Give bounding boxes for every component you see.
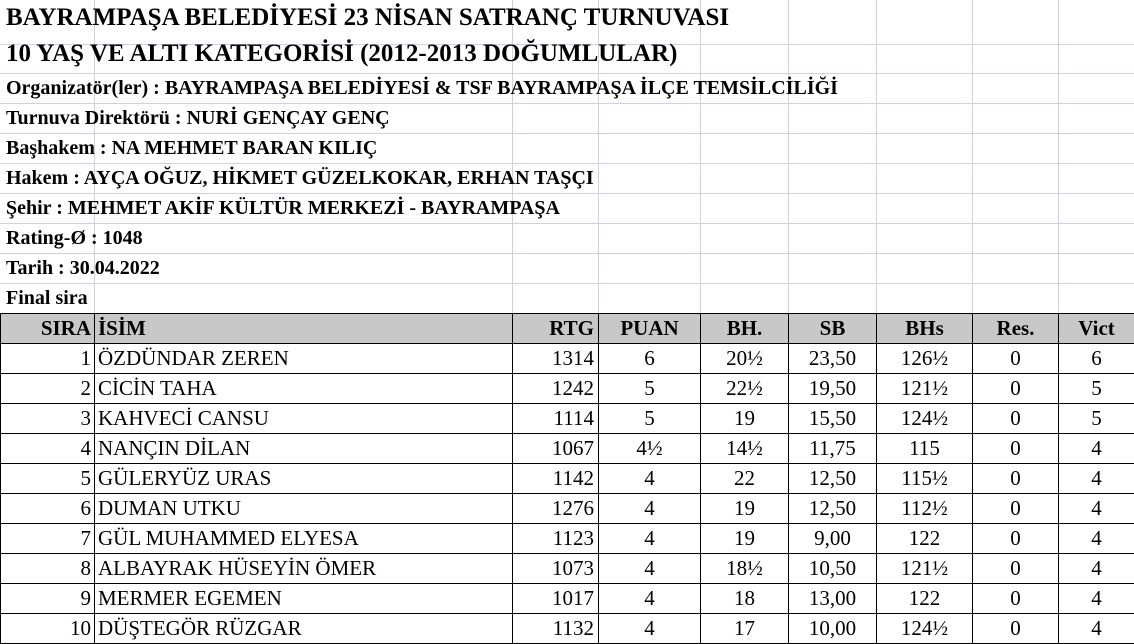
- cell-sonneborn-berger[interactable]: 10,50: [789, 554, 877, 584]
- cell-sonneborn-berger[interactable]: 15,50: [789, 404, 877, 434]
- column-header-rating[interactable]: RTG: [513, 314, 599, 344]
- cell-result[interactable]: 0: [973, 554, 1059, 584]
- final-standings-label: Final sira: [6, 287, 88, 309]
- cell-victories[interactable]: 4: [1059, 464, 1134, 494]
- cell-name[interactable]: DUMAN UTKU: [95, 494, 513, 524]
- cell-rating[interactable]: 1067: [513, 434, 599, 464]
- cell-victories[interactable]: 5: [1059, 374, 1134, 404]
- cell-rating[interactable]: 1242: [513, 374, 599, 404]
- cell-name[interactable]: NANÇIN DİLAN: [95, 434, 513, 464]
- column-header-sonneborn-berger[interactable]: SB: [789, 314, 877, 344]
- cell-rating[interactable]: 1017: [513, 584, 599, 614]
- table-row[interactable]: [1, 344, 1134, 374]
- cell-rating[interactable]: 1123: [513, 524, 599, 554]
- cell-rating[interactable]: 1142: [513, 464, 599, 494]
- cell-result[interactable]: 0: [973, 344, 1059, 374]
- cell-bhs[interactable]: 121½: [877, 374, 973, 404]
- cell-sonneborn-berger[interactable]: 23,50: [789, 344, 877, 374]
- column-header-victories[interactable]: Vict: [1059, 314, 1134, 344]
- cell-result[interactable]: 0: [973, 434, 1059, 464]
- cell-buchholz[interactable]: 18: [701, 584, 789, 614]
- table-row[interactable]: [1, 464, 1134, 494]
- table-row[interactable]: [1, 374, 1134, 404]
- cell-bhs[interactable]: 121½: [877, 554, 973, 584]
- cell-bhs[interactable]: 115: [877, 434, 973, 464]
- cell-rating[interactable]: 1073: [513, 554, 599, 584]
- cell-victories[interactable]: 4: [1059, 434, 1134, 464]
- cell-victories[interactable]: 4: [1059, 614, 1134, 644]
- cell-buchholz[interactable]: 17: [701, 614, 789, 644]
- grid-line: [700, 0, 701, 314]
- cell-bhs[interactable]: 112½: [877, 494, 973, 524]
- cell-result[interactable]: 0: [973, 374, 1059, 404]
- cell-name[interactable]: ÖZDÜNDAR ZEREN: [95, 344, 513, 374]
- column-header-points[interactable]: PUAN: [599, 314, 701, 344]
- cell-points[interactable]: 5: [599, 374, 701, 404]
- cell-bhs[interactable]: 115½: [877, 464, 973, 494]
- director-line: Turnuva Direktörü : NURİ GENÇAY GENÇ: [6, 107, 390, 129]
- cell-victories[interactable]: 4: [1059, 554, 1134, 584]
- grid-line: [0, 223, 1134, 224]
- cell-rating[interactable]: 1314: [513, 344, 599, 374]
- cell-name[interactable]: GÜL MUHAMMED ELYESA: [95, 524, 513, 554]
- cell-rank[interactable]: 5: [1, 464, 95, 494]
- cell-sonneborn-berger[interactable]: 10,00: [789, 614, 877, 644]
- cell-result[interactable]: 0: [973, 614, 1059, 644]
- column-header-rank[interactable]: SIRA: [1, 314, 95, 344]
- cell-points[interactable]: 5: [599, 404, 701, 434]
- rating-average-line: Rating-Ø : 1048: [6, 227, 143, 249]
- grid-line: [788, 0, 789, 314]
- cell-rank[interactable]: 6: [1, 494, 95, 524]
- cell-buchholz[interactable]: 19: [701, 524, 789, 554]
- table-row[interactable]: [1, 524, 1134, 554]
- cell-name[interactable]: DÜŞTEGÖR RÜZGAR: [95, 614, 513, 644]
- cell-points[interactable]: 4: [599, 464, 701, 494]
- chief-arbiter-line: Başhakem : NA MEHMET BARAN KILIÇ: [6, 137, 378, 159]
- cell-rank[interactable]: 3: [1, 404, 95, 434]
- cell-buchholz[interactable]: 22½: [701, 374, 789, 404]
- table-row[interactable]: [1, 554, 1134, 584]
- cell-points[interactable]: 4: [599, 494, 701, 524]
- grid-line: [0, 253, 1134, 254]
- cell-bhs[interactable]: 122: [877, 524, 973, 554]
- cell-buchholz[interactable]: 22: [701, 464, 789, 494]
- cell-rank[interactable]: 1: [1, 344, 95, 374]
- cell-result[interactable]: 0: [973, 584, 1059, 614]
- cell-rank[interactable]: 7: [1, 524, 95, 554]
- arbiters-line: Hakem : AYÇA OĞUZ, HİKMET GÜZELKOKAR, ERHAN TAŞÇI: [6, 167, 594, 189]
- cell-points[interactable]: 4: [599, 524, 701, 554]
- cell-sonneborn-berger[interactable]: 13,00: [789, 584, 877, 614]
- cell-name[interactable]: GÜLERYÜZ URAS: [95, 464, 513, 494]
- cell-result[interactable]: 0: [973, 524, 1059, 554]
- column-header-name[interactable]: İSİM: [95, 314, 513, 344]
- tournament-title: BAYRAMPAŞA BELEDİYESİ 23 NİSAN SATRANÇ TURNUVASI: [6, 4, 730, 31]
- cell-bhs[interactable]: 122: [877, 584, 973, 614]
- cell-rank[interactable]: 2: [1, 374, 95, 404]
- cell-points[interactable]: 4: [599, 554, 701, 584]
- table-row[interactable]: [1, 584, 1134, 614]
- date-line: Tarih : 30.04.2022: [6, 257, 160, 279]
- cell-points[interactable]: 4½: [599, 434, 701, 464]
- cell-result[interactable]: 0: [973, 464, 1059, 494]
- column-header-bhs[interactable]: BHs: [877, 314, 973, 344]
- cell-sonneborn-berger[interactable]: 19,50: [789, 374, 877, 404]
- grid-line: [972, 0, 973, 314]
- column-header-buchholz[interactable]: BH.: [701, 314, 789, 344]
- table-row[interactable]: [1, 434, 1134, 464]
- cell-victories[interactable]: 4: [1059, 584, 1134, 614]
- table-header-row: [1, 314, 1134, 344]
- cell-name[interactable]: MERMER EGEMEN: [95, 584, 513, 614]
- grid-line: [876, 0, 877, 314]
- cell-rating[interactable]: 1276: [513, 494, 599, 524]
- column-header-result[interactable]: Res.: [973, 314, 1059, 344]
- cell-name[interactable]: CİCİN TAHA: [95, 374, 513, 404]
- cell-sonneborn-berger[interactable]: 11,75: [789, 434, 877, 464]
- cell-rank[interactable]: 10: [1, 614, 95, 644]
- cell-points[interactable]: 4: [599, 614, 701, 644]
- cell-result[interactable]: 0: [973, 494, 1059, 524]
- grid-line: [0, 283, 1134, 284]
- cell-victories[interactable]: 6: [1059, 344, 1134, 374]
- cell-bhs[interactable]: 124½: [877, 404, 973, 434]
- cell-name[interactable]: ALBAYRAK HÜSEYİN ÖMER: [95, 554, 513, 584]
- cell-victories[interactable]: 4: [1059, 494, 1134, 524]
- cell-points[interactable]: 6: [599, 344, 701, 374]
- category-title: 10 YAŞ VE ALTI KATEGORİSİ (2012-2013 DOĞUMLULAR): [6, 40, 678, 67]
- table-row[interactable]: [1, 494, 1134, 524]
- cell-buchholz[interactable]: 18½: [701, 554, 789, 584]
- cell-rank[interactable]: 9: [1, 584, 95, 614]
- table-row[interactable]: [1, 404, 1134, 434]
- cell-sonneborn-berger[interactable]: 12,50: [789, 464, 877, 494]
- cell-result[interactable]: 0: [973, 404, 1059, 434]
- cell-rank[interactable]: 4: [1, 434, 95, 464]
- cell-bhs[interactable]: 124½: [877, 614, 973, 644]
- cell-victories[interactable]: 4: [1059, 524, 1134, 554]
- cell-buchholz[interactable]: 14½: [701, 434, 789, 464]
- table-row[interactable]: [1, 614, 1134, 644]
- cell-rating[interactable]: 1114: [513, 404, 599, 434]
- cell-sonneborn-berger[interactable]: 9,00: [789, 524, 877, 554]
- cell-sonneborn-berger[interactable]: 12,50: [789, 494, 877, 524]
- cell-rating[interactable]: 1132: [513, 614, 599, 644]
- standings-table: [0, 313, 1134, 644]
- grid-line: [1058, 0, 1059, 314]
- cell-buchholz[interactable]: 19: [701, 404, 789, 434]
- city-line: Şehir : MEHMET AKİF KÜLTÜR MERKEZİ - BAYRAMPAŞA: [6, 197, 560, 219]
- cell-victories[interactable]: 5: [1059, 404, 1134, 434]
- cell-points[interactable]: 4: [599, 584, 701, 614]
- cell-bhs[interactable]: 126½: [877, 344, 973, 374]
- cell-buchholz[interactable]: 19: [701, 494, 789, 524]
- organizer-line: Organizatör(ler) : BAYRAMPAŞA BELEDİYESİ & TSF BAYRAMPAŞA İLÇE TEMSİLCİLİĞİ: [6, 77, 838, 99]
- cell-buchholz[interactable]: 20½: [701, 344, 789, 374]
- cell-rank[interactable]: 8: [1, 554, 95, 584]
- cell-name[interactable]: KAHVECİ CANSU: [95, 404, 513, 434]
